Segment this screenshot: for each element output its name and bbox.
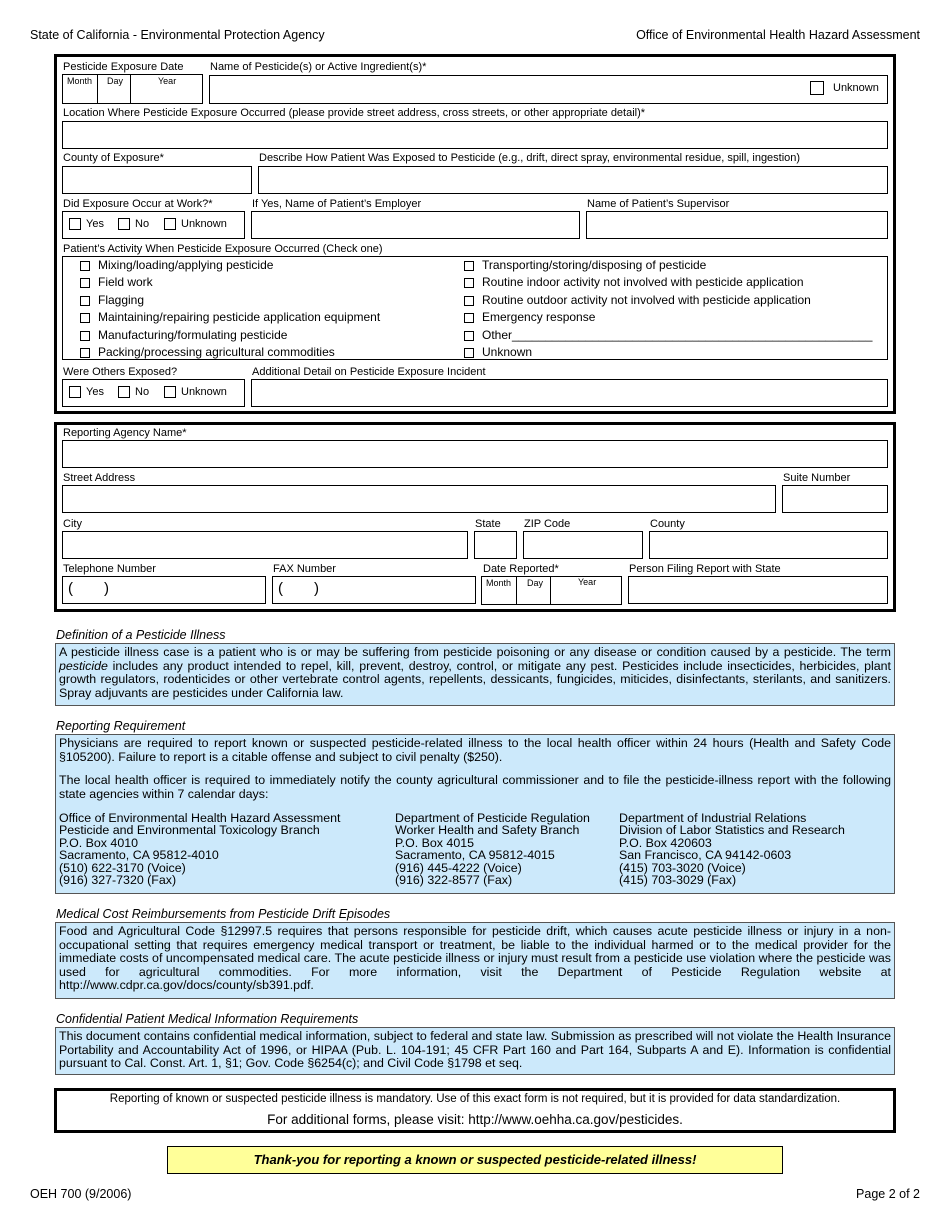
others-yes-checkbox[interactable] [69,386,81,398]
work-yes-option[interactable]: Yes [69,218,104,230]
work-unknown-checkbox[interactable] [164,218,176,230]
describe-field[interactable] [258,166,888,194]
exposure-month-label: Month [67,76,93,86]
agency-name-field[interactable] [62,440,888,468]
fax-area-open: ( [278,580,283,597]
exposure-date-label: Pesticide Exposure Date [63,61,184,73]
activity-checkbox[interactable] [464,278,474,288]
activity-option[interactable]: Manufacturing/formulating pesticide [80,328,287,342]
detail-field[interactable] [251,379,888,407]
detail-label: Additional Detail on Pesticide Exposure Incident [252,366,486,378]
work-no-checkbox[interactable] [118,218,130,230]
office-header: Office of Environmental Health Hazard Assessment [636,28,920,42]
definition-heading: Definition of a Pesticide Illness [56,628,226,642]
activity-option[interactable]: Routine outdoor activity not involved with pesticide application [464,293,811,307]
reported-day-label: Day [527,578,544,588]
phone-label: Telephone Number [63,563,156,575]
activity-checkbox[interactable] [464,331,474,341]
activity-checkbox[interactable] [464,348,474,358]
reporting-county-label: County [650,518,685,530]
state-field[interactable] [474,531,517,559]
others-yes-option[interactable]: Yes [69,386,104,398]
thanks-text: Thank-you for reporting a known or suspected pesticide-related illness! [253,1152,697,1167]
agency-header: State of California - Environmental Protection Agency [30,28,325,42]
location-field[interactable] [62,121,888,149]
others-no-checkbox[interactable] [118,386,130,398]
phone-area-close: ) [104,580,109,597]
activity-option[interactable]: Field work [80,275,153,289]
fax-field[interactable] [272,576,476,604]
street-label: Street Address [63,472,136,484]
medical-text: Food and Agricultural Code §12997.5 requires that persons responsible for pesticide drift, which causes acute pesticide illness or injury in a non-occupational setting that requires emergency medical transport or treatment, be liable to the individual harmed or to the medical provider for the immediate costs of uncompensated medical care. The acute pesticide illness or injury must result from a pesticide use violation where the pesticide was used for agricultural commodities. For more information, visit the Department of Pesticide Regulation website at http://www.cdpr.ca.gov/docs/county/sb391.pdf. [59,924,891,993]
county-field[interactable] [62,166,252,194]
work-no-option[interactable]: No [118,218,149,230]
exposure-year-label: Year [158,76,177,86]
supervisor-label: Name of Patient’s Supervisor [587,198,730,210]
describe-label: Describe How Patient Was Exposed to Pesticide (e.g., drift, direct spray, environmental residue, spill, ingestion) [259,152,801,164]
suite-field[interactable] [782,485,888,513]
activity-checkbox[interactable] [80,313,90,323]
fax-label: FAX Number [273,563,336,575]
confidential-heading: Confidential Patient Medical Information Requirements [56,1012,359,1026]
requirement-heading: Reporting Requirement [56,719,186,733]
activity-option[interactable]: Maintaining/repairing pesticide application equipment [80,310,380,324]
person-filing-label: Person Filing Report with State [629,563,781,575]
pesticide-unknown-option[interactable]: Unknown [810,81,879,95]
activity-option[interactable]: Routine indoor activity not involved with pesticide application [464,275,804,289]
medical-heading: Medical Cost Reimbursements from Pesticide Drift Episodes [56,907,391,921]
suite-label: Suite Number [783,472,851,484]
pesticide-name-label: Name of Pesticide(s) or Active Ingredient(s)* [210,61,427,73]
others-unknown-checkbox[interactable] [164,386,176,398]
date-reported-label: Date Reported* [483,563,559,575]
activity-label: Patient’s Activity When Pesticide Exposure Occurred (Check one) [63,243,383,255]
agency-dir-address: Department of Industrial Relations Division of Labor Statistics and Research P.O. Box 420603 San Francisco, CA 94142-0603 (415) 703-3020 (Voice) (415) 703-3029 (Fax) [619,811,845,888]
activity-option[interactable]: Emergency response [464,310,595,324]
notice-mandatory: Reporting of known or suspected pesticide illness is mandatory. Use of this exact form is not required, but it is provided for data standardization. [109,1093,841,1105]
reported-year-label: Year [578,577,597,587]
pesticide-unknown-checkbox[interactable] [810,81,824,95]
others-label: Were Others Exposed? [63,366,178,378]
activity-option[interactable]: Mixing/loading/applying pesticide [80,258,273,272]
activity-checkbox[interactable] [464,296,474,306]
agency-name-label: Reporting Agency Name* [63,427,187,439]
employer-field[interactable] [251,211,580,239]
activity-checkbox[interactable] [464,313,474,323]
work-unknown-option[interactable]: Unknown [164,218,227,230]
work-yes-checkbox[interactable] [69,218,81,230]
medical-box [55,922,895,999]
activity-checkbox[interactable] [80,278,90,288]
agency-oehha-address: Office of Environmental Health Hazard Assessment Pesticide and Environmental Toxicology Branch P.O. Box 4010 Sacramento, CA 95812-4010 (510) 622-3170 (Voice) (916) 327-7320 (Fax) [59,811,341,888]
reporting-county-field[interactable] [649,531,888,559]
activity-option[interactable]: Packing/processing agricultural commodities [80,345,335,359]
location-label: Location Where Pesticide Exposure Occurred (please provide street address, cross streets, or other appropriate detail)* [63,107,646,119]
activity-option[interactable]: Unknown [464,345,532,359]
definition-box: A pesticide illness case is a patient who is or may be suffering from pesticide poisoning or any disease or condition caused by a pesticide. The term pesticide includes any product intended to repel, kill, prevent, destroy, control, or mitigate any pest. Pesticides include insecticides, herbicides, plant growth regulators, rodenticides or other vertebrate control agents, repellents, dessicants, fungicides, miticides, disinfectants, sterilants, and sanitizers. Spray adjuvants are pesticides under California law. [55,643,895,706]
form-id: OEH 700 (9/2006) [30,1187,132,1201]
activity-checkbox[interactable] [80,331,90,341]
exposure-day-label: Day [107,76,124,86]
page-number: Page 2 of 2 [856,1187,920,1201]
phone-area-open: ( [68,580,73,597]
others-no-option[interactable]: No [118,386,149,398]
confidential-box [55,1027,895,1075]
employer-label: If Yes, Name of Patient’s Employer [252,198,422,210]
activity-checkbox[interactable] [464,261,474,271]
state-label: State [475,518,501,530]
activity-option[interactable]: Flagging [80,293,144,307]
zip-field[interactable] [523,531,643,559]
supervisor-field[interactable] [586,211,888,239]
county-label: County of Exposure* [63,152,164,164]
city-field[interactable] [62,531,468,559]
phone-field[interactable] [62,576,266,604]
activity-option-other[interactable]: Other______________________________________________________ [464,328,872,342]
pesticide-name-field[interactable] [209,75,888,104]
confidential-text: This document contains confidential medical information, subject to federal and state law. Submission as prescribed will not violate the Health Insurance Portability and Accountability Act of 1996, or HIPAA (Pub. L. 104-191; 45 CFR Part 160 and Part 164, Subparts A and E). Information is confidential pursuant to Cal. Const. Art. 1, §1; Gov. Code §6254(c); and Civil Code §1798 et seq. [59,1029,891,1071]
person-filing-field[interactable] [628,576,888,604]
agency-dpr-address: Department of Pesticide Regulation Worker Health and Safety Branch P.O. Box 4015 Sacramento, CA 95812-4015 (916) 445-4222 (Voice) (916) 322-8577 (Fax) [395,811,590,888]
notice-forms-link: For additional forms, please visit: http://www.oehha.ca.gov/pesticides. [267,1112,683,1127]
zip-label: ZIP Code [524,518,571,530]
activity-option[interactable]: Transporting/storing/disposing of pesticide [464,258,706,272]
requirement-paragraph-1: Physicians are required to report known or suspected pesticide-related illness to the local health officer within 24 hours (Health and Safety Code §105200). Failure to report is a citable offense and subject to civil penalty ($250). [59,736,891,764]
city-label: City [63,518,82,530]
work-label: Did Exposure Occur at Work?* [63,198,213,210]
others-unknown-option[interactable]: Unknown [164,386,227,398]
reported-month-label: Month [486,578,512,588]
activity-checkbox[interactable] [80,296,90,306]
activity-checkbox[interactable] [80,261,90,271]
fax-area-close: ) [314,580,319,597]
activity-checkbox[interactable] [80,348,90,358]
requirement-paragraph-2: The local health officer is required to immediately notify the county agricultural commissioner and to file the pesticide-illness report with the following state agencies within 7 calendar days: [59,773,891,801]
street-field[interactable] [62,485,776,513]
